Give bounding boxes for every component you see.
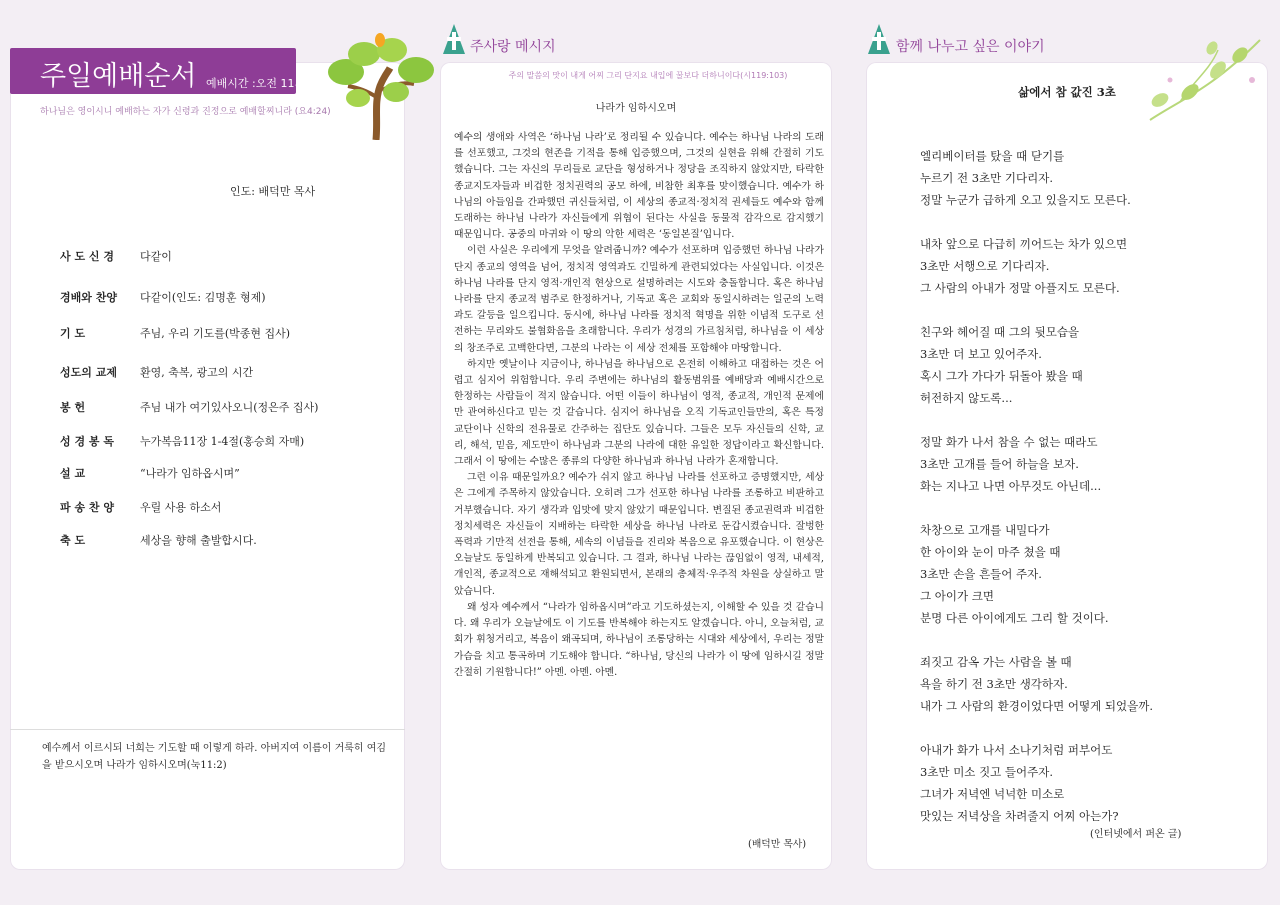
- poem-line: 3초만 고개를 들어 하늘을 보자.: [920, 457, 1079, 471]
- poem-line: 죄짓고 감옥 가는 사람을 볼 때: [920, 655, 1072, 669]
- poem-stanza: [920, 145, 1240, 211]
- cross-icon: [866, 22, 892, 56]
- poem-line: 친구와 헤어질 때 그의 뒷모습을: [920, 325, 1080, 339]
- order-label: 사 도 신 경: [60, 250, 114, 263]
- poem-stanza: [920, 651, 1240, 717]
- poem-line: 누르기 전 3초만 기다리자.: [920, 171, 1054, 185]
- service-time: 예배시간 :오전 11시: [206, 77, 306, 90]
- poem-line: 3초만 미소 짓고 들어주자.: [920, 765, 1054, 779]
- sermon-paragraph: 왜 성자 예수께서 “나라가 임하옵시며”라고 기도하셨는지, 이해할 수 있을 것 같습니다. 왜 우리가 오늘날에도 이 기도를 반복해야 하는지도 알겠습니다. 아니, 오늘처럼, 교회가 휘청거리고, 복음이 왜곡되며, 하나님이 조롱당하는 시대와 세상에서, 우리는 정말 가슴을 치고 통곡하며 기도해야 합니다. “하나님, 당신의 나라가 이 땅에 임하시길 정말 간절히 기원합니다!” 아멘. 아멘. 아멘.: [454, 601, 824, 678]
- section-title: 함께 나누고 싶은 이야기: [896, 39, 1045, 55]
- order-value: 다같이(인도: 김명훈 형제): [140, 291, 266, 304]
- page-title: 주일예배순서: [40, 61, 197, 92]
- poem-source: (인터넷에서 퍼온 글): [1090, 829, 1182, 840]
- scripture-verse: 주의 말씀의 맛이 내게 어찌 그리 단지요 내입에 꿀보다 더하니이다(시119:103): [508, 71, 788, 80]
- sermon-paragraph: 하지만 옛날이나 지금이나, 하나님을 하나님으로 온전히 이해하고 대접하는 것은 어렵고 심지어 위험합니다. 우리 주변에는 하나님의 활동범위를 예배당과 예배시간으로 한정하는 사람들이 적지 않습니다. 어떤 이들이 하나님이 영적, 종교적, 개인적 문제에만 관여하신다고 믿는 것 같습니다. 심지어 하나님을 오직 기독교인들만의, 혹은 특정 교단이나 신학의 전유물로 간주하는 집단도 있습니다. 그들은 모두 자신들의 신학, 교리, 해석, 믿음, 제도만이 하나님과 그분의 나라에 대한 유일한 정답이라고 확신합니다. 그래서 이 땅에는 수많은 종류의 다양한 하나님과 하나님 나라가 혼재합니다.: [454, 358, 824, 468]
- poem-line: 엘리베이터를 탔을 때 닫기를: [920, 149, 1065, 163]
- poem-stanza: [920, 519, 1240, 629]
- order-label: 기 도: [60, 327, 86, 340]
- worship-leader: 인도: 배덕만 목사: [230, 185, 316, 198]
- poem-line: 내가 그 사람의 환경이었다면 어떻게 되었을까.: [920, 699, 1154, 713]
- order-row: [60, 532, 257, 548]
- poem-line: 한 아이와 눈이 마주 쳤을 때: [920, 545, 1061, 559]
- order-value: 다같이: [140, 250, 172, 263]
- poem-title: 삶에서 참 값진 3초: [1018, 85, 1116, 99]
- order-row: [60, 248, 172, 264]
- order-value: 환영, 축복, 광고의 시간: [140, 366, 254, 379]
- order-value: 누가복음11장 1-4절(홍승희 자매): [140, 435, 305, 448]
- poem-line: 3초만 손을 흔들어 주자.: [920, 567, 1042, 581]
- poem-line: 욕을 하기 전 3초만 생각하자.: [920, 677, 1068, 691]
- order-label: 봉 헌: [60, 401, 86, 414]
- poem-line: 아내가 화가 나서 소나기처럼 퍼부어도: [920, 743, 1113, 757]
- section-title: 주사랑 메시지: [470, 39, 556, 55]
- order-row: [60, 433, 304, 449]
- order-value: 우릴 사용 하소서: [140, 501, 222, 514]
- poem-line: 맛있는 저녁상을 차려줄지 어찌 아는가?: [920, 809, 1119, 823]
- order-label: 파 송 찬 양: [60, 501, 114, 514]
- poem-stanza: [920, 233, 1240, 299]
- poem-line: 화는 지나고 나면 아무것도 아닌데...: [920, 479, 1102, 493]
- poem-stanza: [920, 739, 1240, 827]
- poem-line: 3초만 더 보고 있어주자.: [920, 347, 1042, 361]
- sermon-paragraph: 그런 이유 때문일까요? 예수가 쉬지 않고 하나님 나라를 선포하고 증명했지만, 세상은 그에게 주목하지 않았습니다. 오히려 그가 선포한 하나님 나라를 조롱하고 비판하고 거부했습니다. 자기 생각과 입맛에 맞지 않았기 때문입니다. 변질된 종교권력과 비겁한 정치세력은 자신들이 지배하는 타락한 세상을 하나님 나라로 둔갑시켰습니다. 잘벙한 폭력과 기만적 선전을 통해, 세속의 이념들을 진리와 복음으로 유포했습니다. 이 현상은 오늘날도 동일하게 반복되고 있습니다. 그 결과, 하나님 나라는 끊임없이 영적, 내세적, 개인적, 종교적으로 재해석되고 환원되면서, 본래의 총체적·우주적 차원을 상실하고 말았습니다.: [454, 472, 824, 597]
- poem-line: 내차 앞으로 다급히 끼어드는 차가 있으면: [920, 237, 1128, 251]
- worship-verse: 하나님은 영이시니 예배하는 자가 신령과 진정으로 예배할찌니라 (요4:24): [40, 107, 331, 117]
- cross-icon: [441, 22, 467, 56]
- prayer-verse: 예수께서 이르시되 너희는 기도할 때 이렇게 하라. 아버지여 이름이 거룩히 여김을 받으시오며 나라가 임하시오며(눅11:2): [42, 743, 387, 771]
- poem-stanza: [920, 431, 1240, 497]
- poem-line: 그 사람의 아내가 정말 아플지도 모른다.: [920, 281, 1120, 295]
- order-row: [60, 499, 221, 515]
- order-label: 성 경 봉 독: [60, 435, 114, 448]
- poem-line: 정말 누군가 급하게 오고 있을지도 모른다.: [920, 193, 1131, 207]
- poem-line: 허전하지 않도록...: [920, 391, 1013, 405]
- sermon-signature: (배덕만 목사): [748, 839, 807, 850]
- sermon-body: [454, 130, 824, 681]
- order-value: “나라가 임하옵시며”: [140, 467, 240, 480]
- order-row: [60, 399, 318, 415]
- sermon-paragraph: 예수의 생애와 사역은 ‘하나님 나라’로 정리될 수 있습니다. 예수는 하나님 나라의 도래를 선포했고, 그것의 현존을 기적을 통해 입증했으며, 그것의 실현을 위해 간절히 기도했습니다. 그는 자신의 무리들로 교단을 형성하거나 정당을 조직하지 않았지만, 타락한 종교지도자들과 비겁한 정치권력의 공모 하에, 비참한 최후를 맞이했습니다. 예수가 하나님의 아들임을 간파했던 귀신들처럼, 이 세상의 종교적·정치적 권세들도 예수와 함께 도래하는 하나님 나라가 자신들에게 위협이 된다는 사실을 동물적 감각으로 감지했기 때문입니다. 공중의 마귀와 이 땅의 악한 세력은 ‘동일본질’입니다.: [454, 132, 824, 241]
- order-value: 주님, 우리 기도를(박종현 집사): [140, 327, 291, 340]
- order-row: [60, 289, 266, 305]
- order-value: 주님 내가 여기있사오니(정은주 집사): [140, 401, 319, 414]
- poem-line: 그 아이가 크면: [920, 589, 994, 603]
- order-label: 성도의 교제: [60, 366, 117, 379]
- sermon-paragraph: 이런 사실은 우리에게 무엇을 알려줍니까? 예수가 선포하며 입증했던 하나님 나라가 단지 종교의 영역을 넘어, 정치적 영역과도 긴밀하게 관련되었다는 사실입니다. 이것은 하나님 나라를 단지 영적·개인적 현상으로 설명하려는 시도와 충돌합니다. 혹은 하나님 나라를 단지 종교적 범주로 한정하거나, 기독교 혹은 교회와 동일시하려는 일군의 노력과도 갈등을 일으킵니다. 동시에, 하나님 나라를 정치적 혁명을 위한 이념적 도구로 선전하는 무리와도 불협화음을 초래합니다. 우리가 성경의 가르침처럼, 하나님을 이 세상의 창조주로 고백한다면, 그분의 나라는 이 세상 전체를 포함해야 마땅합니다.: [454, 245, 824, 354]
- order-row: [60, 364, 253, 380]
- poem-line: 차창으로 고개를 내밀다가: [920, 523, 1050, 537]
- order-label: 설 교: [60, 467, 86, 480]
- order-row: [60, 325, 290, 341]
- poem-line: 혹시 그가 가다가 뒤돌아 봤을 때: [920, 369, 1083, 383]
- poem-stanza: [920, 321, 1240, 409]
- leaves-illustration: [1140, 30, 1265, 125]
- poem-line: 그녀가 저녁엔 넉넉한 미소로: [920, 787, 1065, 801]
- sermon-title: 나라가 임하시오며: [595, 103, 677, 114]
- poem-body: [920, 145, 1240, 849]
- order-label: 축 도: [60, 534, 86, 547]
- poem-line: 정말 화가 나서 참을 수 없는 때라도: [920, 435, 1098, 449]
- order-value: 세상을 향해 출발합시다.: [140, 534, 257, 547]
- divider: [10, 729, 405, 730]
- order-label: 경배와 찬양: [60, 291, 117, 304]
- order-row: [60, 465, 240, 481]
- tree-illustration: [318, 28, 438, 140]
- poem-line: 3초만 서행으로 기다리자.: [920, 259, 1050, 273]
- poem-line: 분명 다른 아이에게도 그리 할 것이다.: [920, 611, 1109, 625]
